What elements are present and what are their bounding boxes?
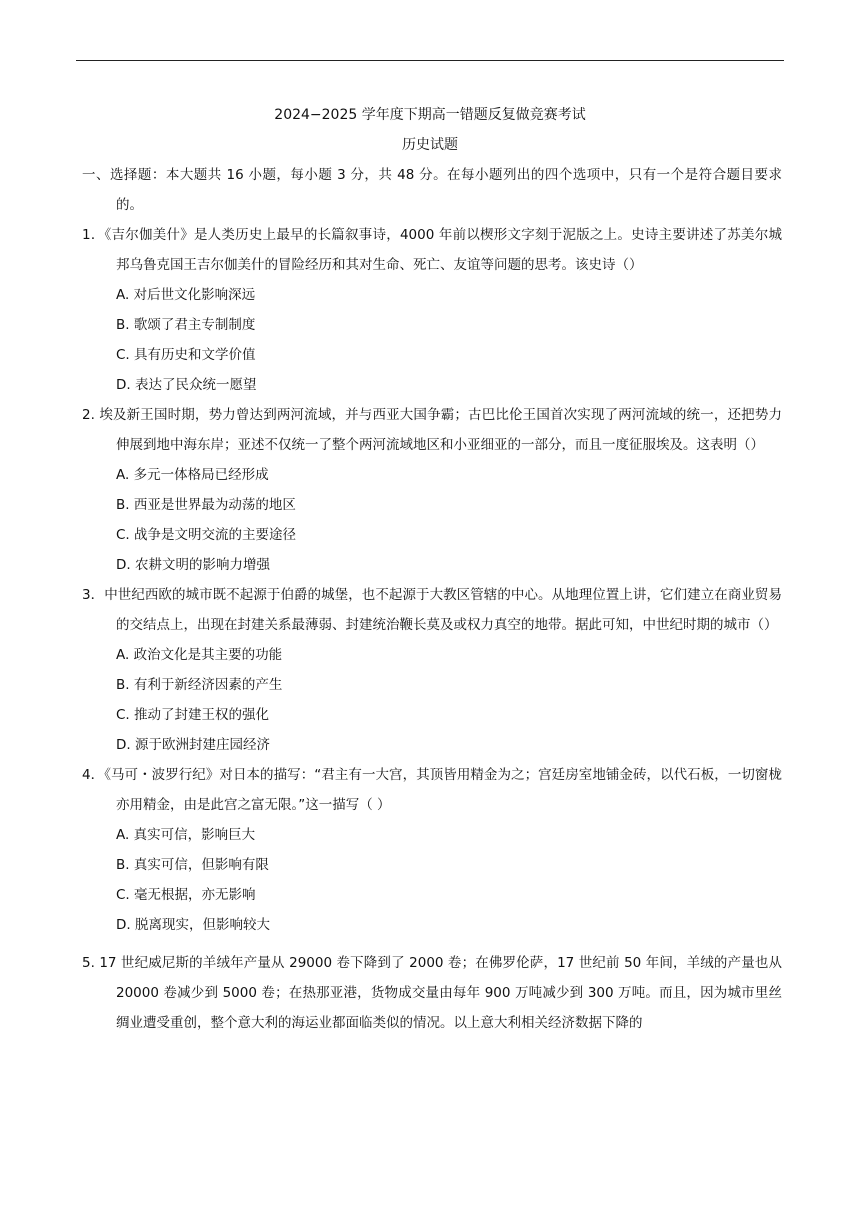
section-heading: 一、选择题：本大题共 16 小题，每小题 3 分，共 48 分。在每小题列出的四个选项中，只有一个是符合题目要求的。 <box>82 167 782 213</box>
question-stem: 5. 17 世纪威尼斯的羊绒年产量从 29000 卷下降到了 2000 卷；在佛罗伦萨，17 世纪前 50 年间，羊绒的产量也从 20000 卷减少到 5000 卷；在热那亚港，货物成交量由每年 900 万吨减少到 300 万吨。而且，因为城市里丝绸业遭受重创，整个意大利的海运业都面临类似的情况。以上意大利相关经济数据下降的 <box>82 955 782 1031</box>
question-3 <box>82 580 782 760</box>
option-b: B. 西亚是世界最为动荡的地区 <box>116 497 296 513</box>
option-a: A. 真实可信，影响巨大 <box>116 827 256 843</box>
question-stem: 3．中世纪西欧的城市既不起源于伯爵的城堡，也不起源于大教区管辖的中心。从地理位置上讲，它们建立在商业贸易的交结点上，出现在封建关系最薄弱、封建统治鞭长莫及或权力真空的地带。据此可知，中世纪时期的城市（） <box>82 587 782 633</box>
option-c: C. 推动了封建王权的强化 <box>116 707 270 723</box>
option-c: C. 毫无根据，亦无影响 <box>116 887 256 903</box>
question-1 <box>82 220 782 400</box>
option-d: D. 农耕文明的影响力增强 <box>116 557 270 573</box>
exam-subtitle: 历史试题 <box>402 137 458 153</box>
option-b: B. 真实可信，但影响有限 <box>116 857 269 873</box>
option-a: A. 政治文化是其主要的功能 <box>116 647 283 663</box>
option-b: B. 有利于新经济因素的产生 <box>116 677 283 693</box>
exam-content <box>82 160 782 1038</box>
header-rule <box>76 60 784 61</box>
question-stem: 4．《马可・波罗行纪》对日本的描写：“君主有一大宫，其顶皆用精金为之；宫廷房室地铺金砖，以代石板，一切窗栊亦用精金，由是此宫之富无限。”这一描写（ ） <box>82 767 782 813</box>
option-a: A. 对后世文化影响深远 <box>116 287 256 303</box>
question-stem: 1．《吉尔伽美什》是人类历史上最早的长篇叙事诗，4000 年前以楔形文字刻于泥版之上。史诗主要讲述了苏美尔城邦乌鲁克国王吉尔伽美什的冒险经历和其对生命、死亡、友谊等问题的思考。该史诗（） <box>82 227 782 273</box>
option-d: D. 表达了民众统一愿望 <box>116 377 257 393</box>
option-d: D. 源于欧洲封建庄园经济 <box>116 737 270 753</box>
option-a: A. 多元一体格局已经形成 <box>116 467 269 483</box>
question-4 <box>82 760 782 940</box>
option-d: D. 脱离现实，但影响较大 <box>116 917 270 933</box>
option-c: C. 具有历史和文学价值 <box>116 347 256 363</box>
option-b: B. 歌颂了君主专制制度 <box>116 317 256 333</box>
option-c: C. 战争是文明交流的主要途径 <box>116 527 297 543</box>
question-stem: 2. 埃及新王国时期，势力曾达到两河流域，并与西亚大国争霸；古巴比伦王国首次实现了两河流域的统一，还把势力伸展到地中海东岸；亚述不仅统一了整个两河流域地区和小亚细亚的一部分，而且一度征服埃及。这表明（） <box>82 407 782 453</box>
question-5 <box>82 948 782 1038</box>
exam-title: 2024−2025 学年度下期高一错题反复做竞赛考试 <box>274 107 586 123</box>
question-2 <box>82 400 782 580</box>
